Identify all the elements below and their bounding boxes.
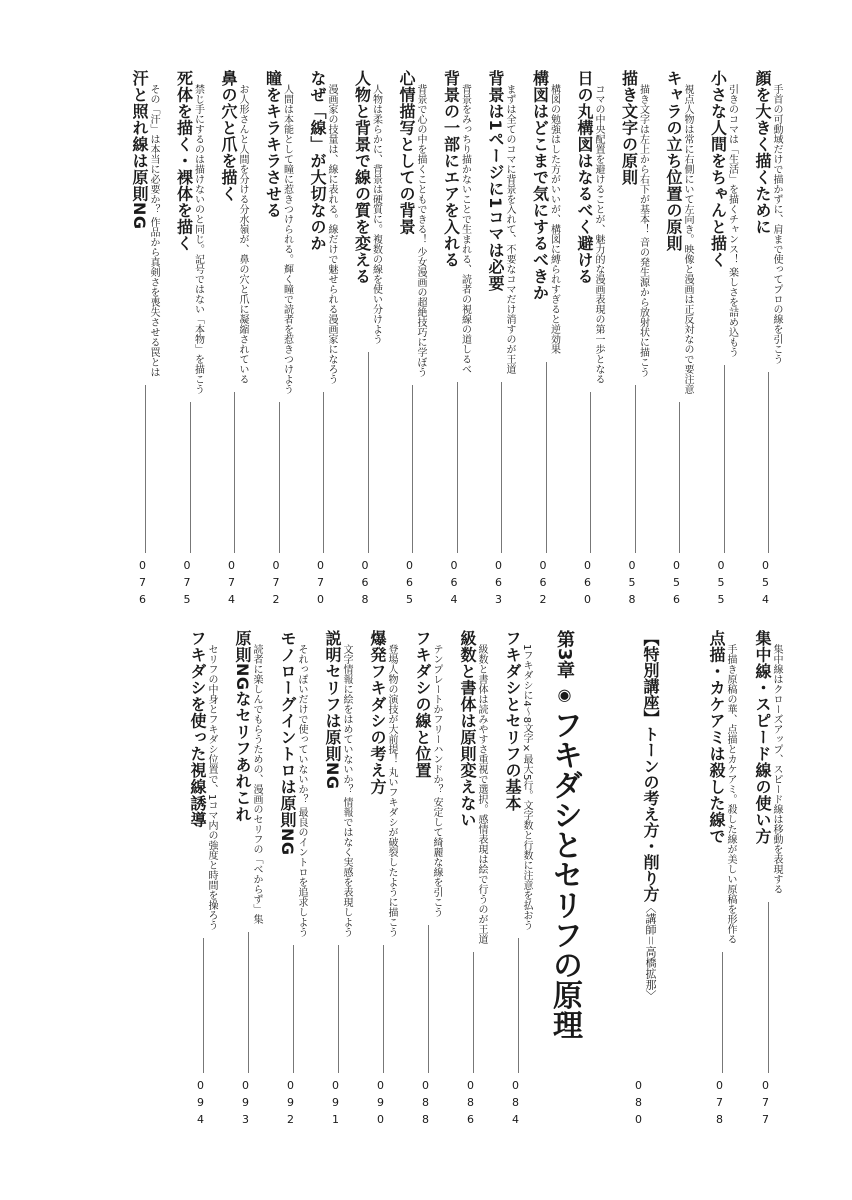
toc-entry-page-number: 075 xyxy=(180,559,194,610)
toc-entry-subtitle: 手首の可動域だけで描かずに、肩まで使ってプロの線を引こう xyxy=(771,84,782,364)
leader-line xyxy=(768,372,769,553)
leader-line xyxy=(501,382,502,553)
toc-entry-page-number: 088 xyxy=(419,1079,432,1130)
leader-line xyxy=(293,945,294,1073)
toc-entry-page-number: 092 xyxy=(284,1079,297,1130)
leader-line xyxy=(590,392,591,553)
leader-line xyxy=(338,945,339,1073)
toc-entry-title: 汗と照れ線は原則NG xyxy=(130,70,149,230)
toc-entry[interactable] xyxy=(177,630,217,1130)
special-title: トーンの考え方・削り方 xyxy=(641,726,660,902)
toc-entry-page-number: 068 xyxy=(358,559,372,610)
toc-entry-subtitle: 手描き原稿の華、点描とカケアミ。殺した線が美しい原稿を形作る xyxy=(725,644,736,944)
chapter-bullet-icon: ◉ xyxy=(555,684,574,704)
toc-entry-title: 死体を描く・裸体を描く xyxy=(174,70,194,252)
toc-entry[interactable] xyxy=(342,70,382,610)
toc-entry-title: 爆発フキダシの考え方 xyxy=(368,630,387,795)
leader-line xyxy=(428,925,429,1073)
leader-line xyxy=(279,402,280,553)
toc-entry-title: 背景の一部にエアを入れる xyxy=(441,70,461,268)
toc-entry[interactable] xyxy=(222,630,262,1130)
toc-entry-subtitle: それっぽいだけで使っていないか？ 最良のイントロを追求しよう xyxy=(296,644,307,938)
toc-entry-title: 描き文字の原則 xyxy=(619,70,639,186)
leader-line xyxy=(248,932,249,1073)
toc-entry-title: 説明セリフは原則NG xyxy=(323,630,342,790)
toc-entry-title: 鼻の穴と爪を描く xyxy=(219,70,238,202)
toc-entry-subtitle: 禁じ手にするのは描けないのと同じ。記号ではない「本物」を描こう xyxy=(192,84,204,394)
toc-entry-page-number: 078 xyxy=(713,1079,726,1130)
toc-entry-subtitle: 人物は柔らかに、背景は硬質に。複数の線を使い分けよう xyxy=(370,84,382,344)
toc-entry[interactable] xyxy=(609,70,649,610)
toc-entry[interactable] xyxy=(492,630,532,1130)
toc-entry-page-number: 090 xyxy=(374,1079,387,1130)
toc-entry-page-number: 056 xyxy=(670,559,683,610)
toc-entry-title: フキダシとセリフの基本 xyxy=(503,630,522,812)
leader-line xyxy=(190,402,191,553)
toc-entry-subtitle: 1フキダシに4〜8文字×最大5行。文字数と行数に注意を払おう xyxy=(521,644,532,931)
toc-entry[interactable] xyxy=(520,70,560,610)
toc-entry[interactable] xyxy=(386,70,426,610)
toc-entry-title: モノローグイントロは原則NG xyxy=(278,630,297,856)
special-lecturer: 〈講師＝高橋拡那〉 xyxy=(644,902,657,1001)
toc-entry[interactable] xyxy=(312,630,352,1130)
leader-line xyxy=(203,938,204,1073)
leader-line xyxy=(473,952,474,1073)
toc-entry-page-number: 093 xyxy=(239,1079,252,1130)
toc-entry-title: 顔を大きく描くために xyxy=(753,70,772,235)
leader-line xyxy=(518,938,519,1073)
toc-entry[interactable] xyxy=(253,70,293,610)
toc-entry-subtitle: 漫画家の技量は、線に表れる。線だけで魅せられる漫画家になろう xyxy=(326,84,337,384)
toc-entry-title: 級数と書体は原則変えない xyxy=(458,630,477,828)
toc-entry-subtitle: 描き文字は左上から右下が基本！ 音の発生源から放射状に描こう xyxy=(637,84,649,378)
toc-entry-subtitle: 構図の勉強はした方がいいが、構図に縛られすぎると逆効果 xyxy=(548,84,560,354)
toc-entry-page-number: 064 xyxy=(447,559,461,610)
leader-line xyxy=(234,392,235,553)
toc-entry[interactable] xyxy=(447,630,487,1130)
toc-entry[interactable] xyxy=(357,630,397,1130)
toc-entry-title: 人物と背景で線の質を変える xyxy=(352,70,372,285)
toc-entry-subtitle: テンプレートかフリーハンドか？ 安定して綺麗な線を引こう xyxy=(431,644,442,918)
toc-entry[interactable] xyxy=(742,70,782,610)
toc-entry[interactable] xyxy=(164,70,204,610)
toc-entry[interactable] xyxy=(431,70,471,610)
toc-entry-page-number: 062 xyxy=(536,559,550,610)
toc-entry[interactable] xyxy=(564,70,604,610)
toc-entry[interactable] xyxy=(653,70,693,610)
toc-entry-page-number: 070 xyxy=(314,559,327,610)
leader-line xyxy=(412,385,413,553)
toc-entry-page-number: 091 xyxy=(329,1079,342,1130)
toc-entry-subtitle: お人形さんと人間を分ける分水嶺が、鼻の穴と爪に凝縮されている xyxy=(237,84,248,384)
toc-entry-subtitle: 集中線はクローズアップ、スピード線は移動を表現する xyxy=(771,644,782,894)
toc-entry-title: 瞳をキラキラさせる xyxy=(263,70,283,219)
chapter-label: 第3章 xyxy=(554,630,575,679)
toc-entry[interactable] xyxy=(742,630,782,1130)
toc-entry-title: 背景は1ページに1コマは必要 xyxy=(486,70,505,292)
toc-entry-subtitle: 級数と書体は読みやすさ重視で選択。感情表現は絵で行うのが王道 xyxy=(476,644,487,944)
toc-entry[interactable] xyxy=(696,630,736,1130)
toc-entry-page-number: 072 xyxy=(269,559,283,610)
toc-entry-subtitle: 登場人物の演技が大前提！ 丸いフキダシが破裂したように描こう xyxy=(386,644,397,938)
leader-line xyxy=(724,365,725,553)
toc-entry-subtitle: 引きのコマは「生活」を描くチャンス！ 楽しさを詰め込もう xyxy=(726,84,738,358)
toc-entry-page-number: 054 xyxy=(759,559,772,610)
toc-entry-title: 心情描写としての背景 xyxy=(397,70,416,235)
toc-entry[interactable] xyxy=(475,70,515,610)
toc-entry-title: 日の丸構図はなるべく避ける xyxy=(575,70,594,285)
toc-entry-subtitle: コマの中央配置を避けることが、魅力的な漫画表現の第一歩となる xyxy=(593,84,604,384)
toc-entry-page-number: 055 xyxy=(714,559,728,610)
toc-entry-title: キャラの立ち位置の原則 xyxy=(664,70,683,252)
toc-entry-page-number: 086 xyxy=(464,1079,477,1130)
leader-line xyxy=(546,362,547,553)
leader-line xyxy=(768,902,769,1073)
chapter-title: フキダシとセリフの原理 xyxy=(547,709,582,1040)
toc-entry-title: 小さな人間をちゃんと描く xyxy=(708,70,728,268)
special-page-number: 080 xyxy=(632,1079,645,1130)
toc-entry-title: フキダシを使った視線誘導 xyxy=(188,630,207,828)
toc-entry[interactable] xyxy=(402,630,442,1130)
special-label: 【特別講座】 xyxy=(641,630,660,726)
toc-entry-subtitle: 人間は本能として瞳に惹きつけられる。輝く瞳で読者を惹きつけよう xyxy=(281,84,293,394)
toc-entry-page-number: 060 xyxy=(581,559,594,610)
toc-entry-title: 構図はどこまで気にするべきか xyxy=(530,70,550,301)
toc-entry-page-number: 084 xyxy=(509,1079,522,1130)
toc-entry[interactable] xyxy=(297,70,337,610)
toc-entry-subtitle: 背景をみっちり描かないことで生まれる、読者の視線の道しるべ xyxy=(459,84,471,374)
toc-entry-title: フキダシの線と位置 xyxy=(413,630,432,779)
toc-entry-subtitle: 背景で心の中を描くこともできる！ 少女漫画の超絶技巧に学ぼう xyxy=(415,84,426,378)
leader-line xyxy=(457,382,458,553)
toc-entry-page-number: 065 xyxy=(403,559,416,610)
chapter-heading xyxy=(546,630,582,1130)
toc-entry-title: 集中線・スピード線の使い方 xyxy=(753,630,772,845)
toc-entry[interactable] xyxy=(267,630,307,1130)
toc-entry-subtitle: まずは全てのコマに背景を入れて、不要なコマだけ消すのが王道 xyxy=(504,84,515,374)
toc-entry-title: 原則NGなセリフあれこれ xyxy=(233,630,252,823)
toc-entry-page-number: 074 xyxy=(225,559,238,610)
toc-entry-page-number: 094 xyxy=(194,1079,207,1130)
leader-line xyxy=(323,392,324,553)
toc-entry-subtitle: その「汗」は本当に必要か？ 作品から真剣さを喪失させる罠とは xyxy=(148,84,159,378)
toc-entry-title: なぜ「線」が大切なのか xyxy=(308,70,327,252)
leader-line xyxy=(635,385,636,553)
leader-line xyxy=(722,952,723,1073)
toc-entry-page-number: 077 xyxy=(759,1079,772,1130)
toc-entry-page-number: 076 xyxy=(136,559,149,610)
toc-entry-subtitle: セリフの中身とフキダシ位置で、1コマ内の強度と時間を操ろう xyxy=(206,644,217,931)
leader-line xyxy=(679,402,680,553)
leader-line xyxy=(145,385,146,553)
toc-entry-subtitle: 文字情報に絵をはめていないか？ 情報ではなく実感を表現しよう xyxy=(341,644,352,938)
toc-entry-title: 点描・カケアミは殺した線で xyxy=(707,630,726,845)
toc-entry-subtitle: 読者に楽しんでもらうための、漫画のセリフの「べからず」集 xyxy=(251,644,262,924)
leader-line xyxy=(368,352,369,553)
toc-entry-page-number: 063 xyxy=(492,559,505,610)
toc-entry-page-number: 058 xyxy=(625,559,639,610)
toc-entry[interactable] xyxy=(698,70,738,610)
toc-entry[interactable] xyxy=(119,70,159,610)
leader-line xyxy=(383,945,384,1073)
toc-entry-subtitle: 視点人物は常に右側にいて左向き。映像と漫画は正反対なので要注意 xyxy=(682,84,693,394)
toc-entry[interactable] xyxy=(208,70,248,610)
